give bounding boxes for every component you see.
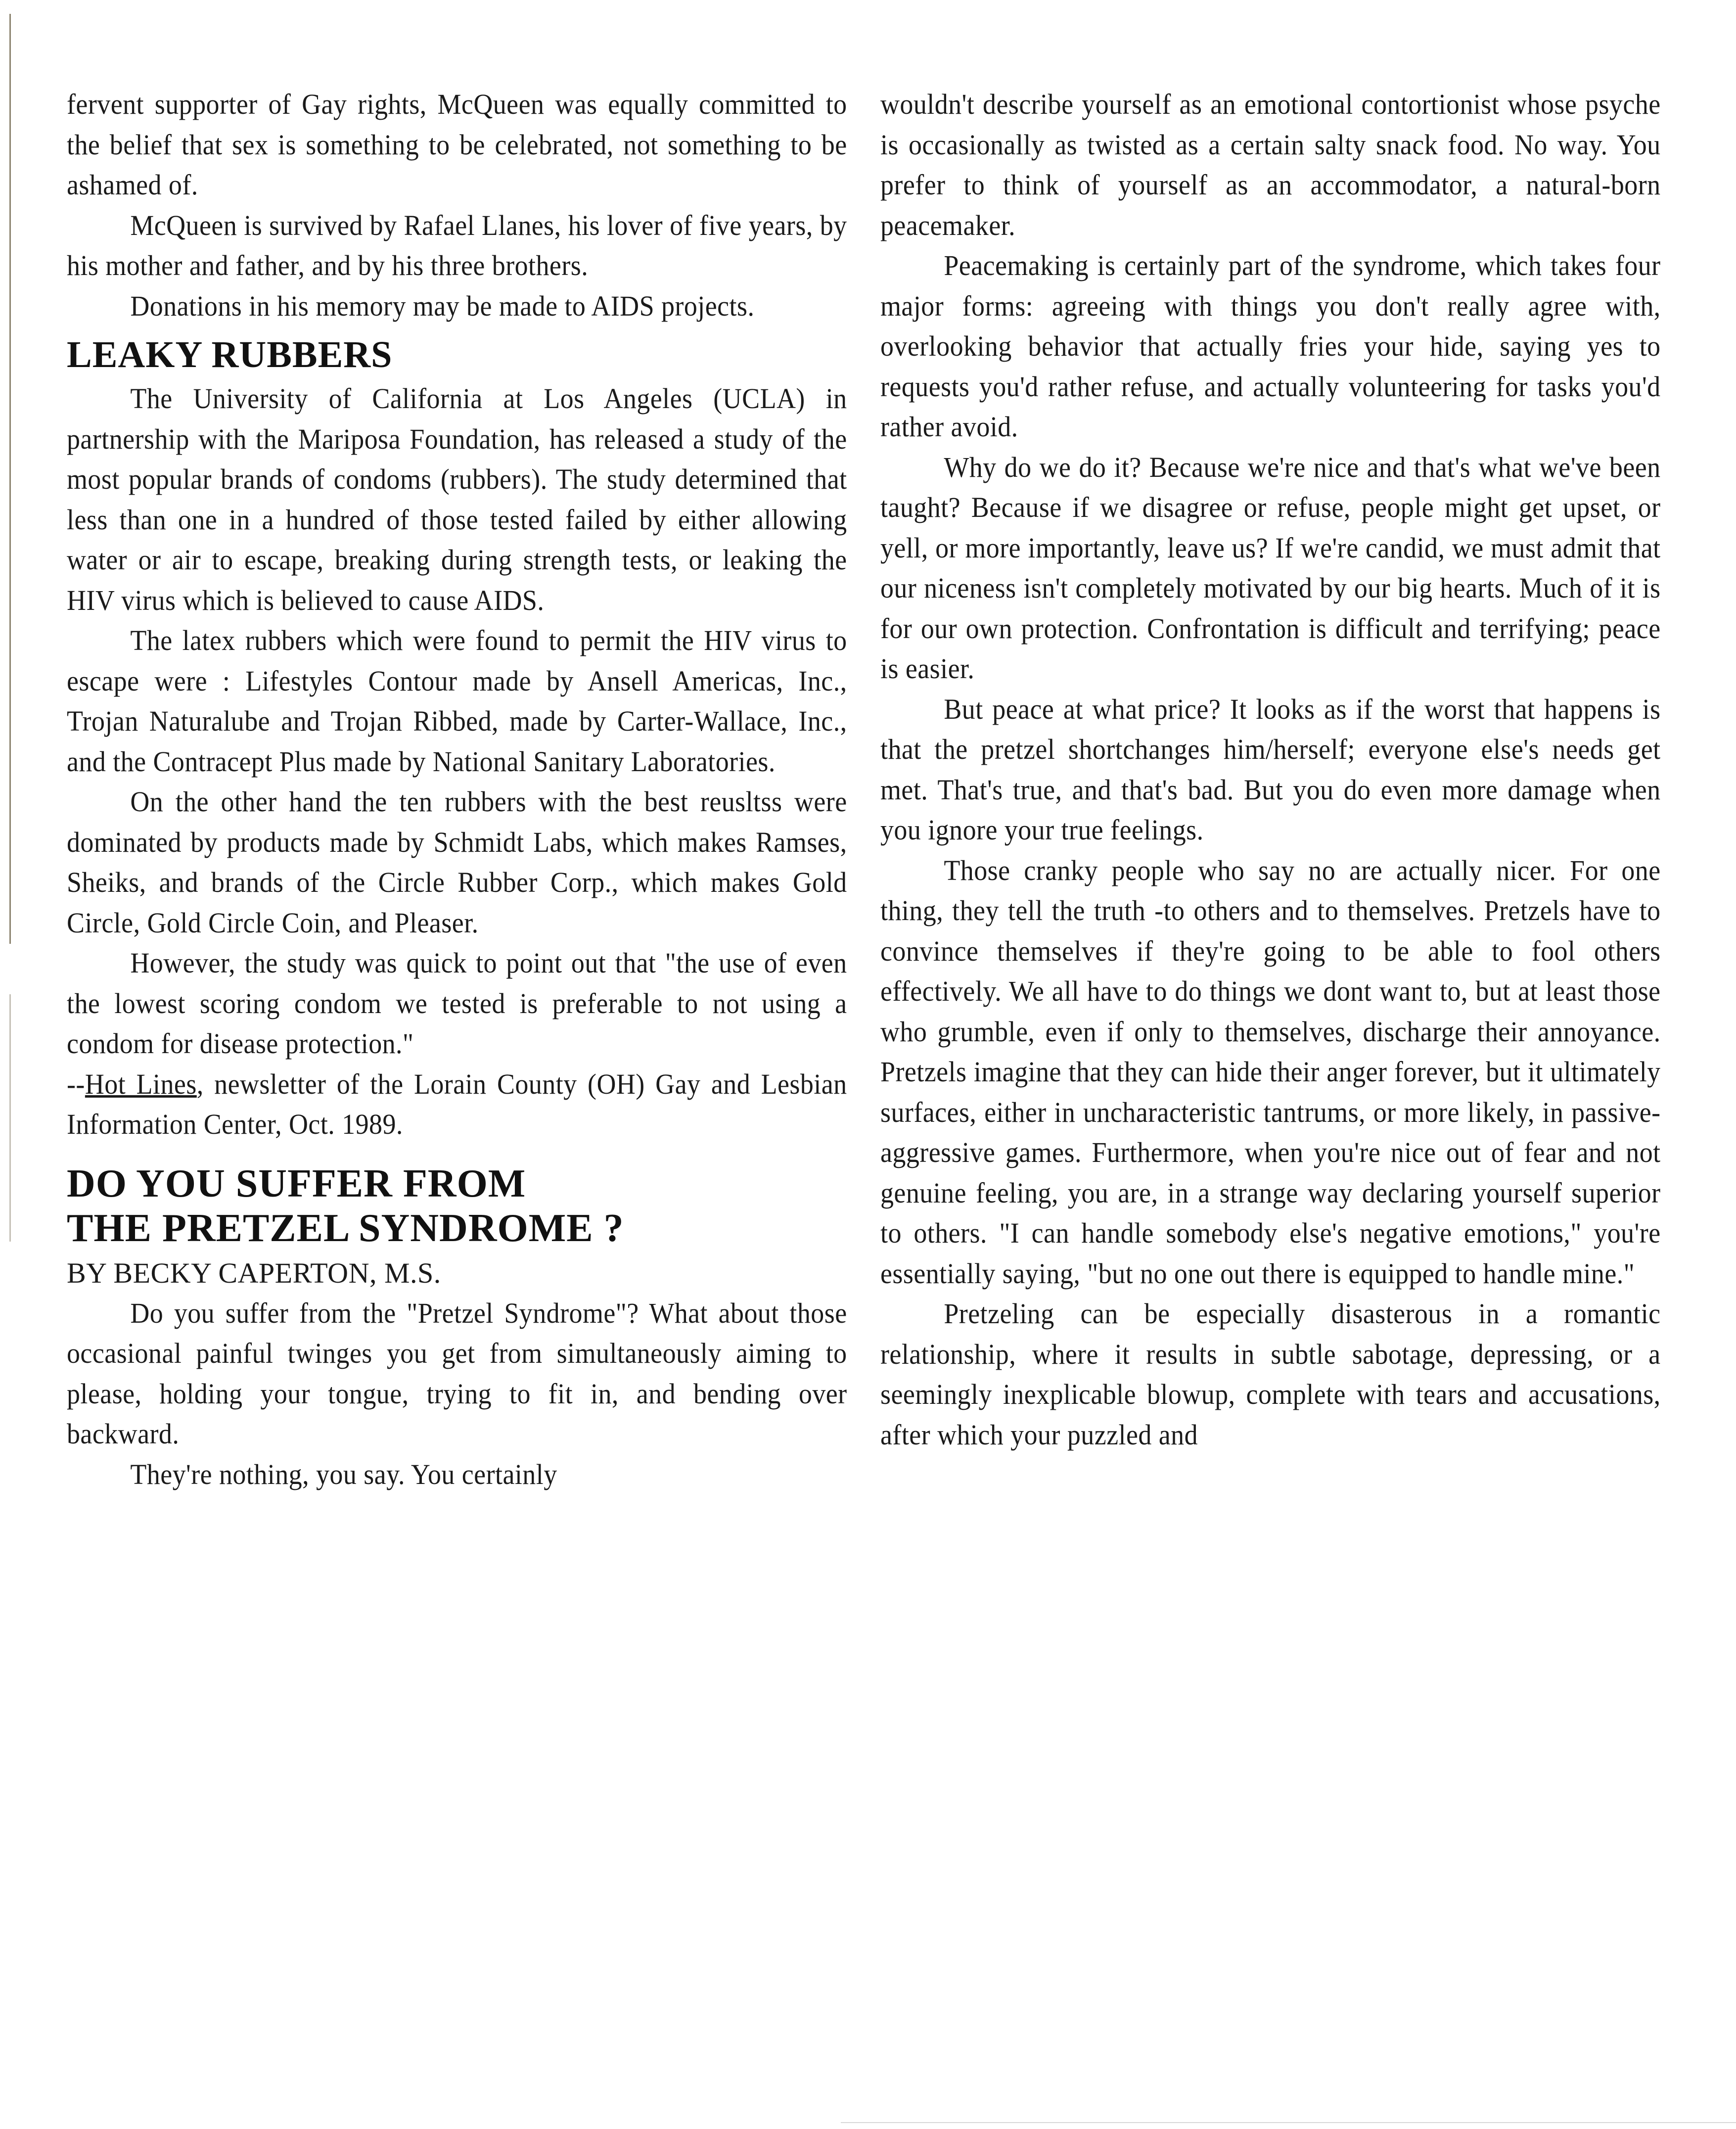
pretzel-paragraph: Pretzeling can be especially disasterous in a romantic relationship, where it results in subtle sabotage, depressing, or a seemingly inexplicable blowup, complete with tears and accusations, after which your puzzled and xyxy=(880,1297,1661,1451)
author-byline: BY BECKY CAPERTON, M.S. xyxy=(67,1256,441,1289)
pretzel-paragraph: Peacemaking is certainly part of the syndrome, which takes four major forms: agreeing with things you don't really agree with, overlooking behavior that actually fries your hide, saying yes to requests you'd rather refuse, and actually volunteering for tasks you'd rather avoid. xyxy=(880,249,1661,443)
leaky-rubbers-headline: LEAKY RUBBERS xyxy=(67,334,393,375)
pretzel-paragraph: Those cranky people who say no are actually nicer. For one thing, they tell the truth -to others and to themselves. Pretzels have to convince themselves if they're going to be able to fool others effectively. We all have to do things we dont want to, but at least those who grumble, even if only to themselves, discharge their annoyance. Pretzels imagine that they can hide their anger forever, but it ultimately surfaces, either in uncharacteristic tantrums, or more likely, in passive-aggressive games. Furthermore, when you're nice out of fear and not genuine feeling, you are, in a strange way declaring yourself superior to others. "I can handle somebody else's negative emotions," you're essentially saying, "but no one out there is equipped to handle mine." xyxy=(880,854,1661,1290)
pretzel-paragraph: Why do we do it? Because we're nice and that's what we've been taught? Because if we disagree or refuse, people might get upset, or yell, or more importantly, leave us? If we're candid, we must admit that our niceness isn't completely motivated by our big hearts. Much of it is for our own protection. Confrontation is difficult and terrifying; peace is easier. xyxy=(880,451,1661,685)
leaky-rubbers-paragraph: The University of California at Los Angeles (UCLA) in partnership with the Mariposa Foundation, has released a study of the most popular brands of condoms (rubbers). The study determined that less than one in a hundred of those tested failed by either allowing water or air to escape, breaking during strength tests, or leaking the HIV virus which is believed to cause AIDS. xyxy=(67,382,847,616)
obituary-survivors-paragraph: McQueen is survived by Rafael Llanes, his lover of five years, by his mother and father, and by his three brothers. xyxy=(67,209,847,281)
page-bottom-rule xyxy=(841,2122,1736,2123)
left-column xyxy=(67,84,847,1494)
leaky-rubbers-paragraph: The latex rubbers which were found to permit the HIV virus to escape were : Lifestyles Contour made by Ansell Americas, Inc., Trojan Naturalube and Trojan Ribbed, made by Carter-Wallace, Inc., and the Contracept Plus made by National Sanitary Laboratories. xyxy=(67,624,847,778)
source-title-underlined: Hot Lines xyxy=(85,1067,197,1100)
obituary-continued-paragraph: fervent supporter of Gay rights, McQueen was equally committed to the belief that sex is something to be celebrated, not something to be ashamed of. xyxy=(67,88,847,201)
pretzel-syndrome-headline xyxy=(67,1161,847,1250)
headline-line-2: THE PRETZEL SYNDROME ? xyxy=(67,1206,624,1250)
right-column xyxy=(880,84,1661,1455)
pretzel-paragraph-continued: wouldn't describe yourself as an emotional contortionist whose psyche is occasionally as twisted as a certain salty snack food. No way. You prefer to think of yourself as an accommodator, a natural-born peacemaker. xyxy=(880,88,1661,241)
obituary-donations-paragraph: Donations in his memory may be made to AIDS projects. xyxy=(130,289,755,322)
headline-line-1: DO YOU SUFFER FROM xyxy=(67,1161,526,1205)
pretzel-paragraph: But peace at what price? It looks as if the worst that happens is that the pretzel shortchanges him/herself; everyone else's needs get met. That's true, and that's bad. But you do even more damage when you ignore your true feelings. xyxy=(880,693,1661,846)
page-edge-rule xyxy=(9,14,11,944)
source-prefix: -- xyxy=(67,1067,85,1100)
leaky-rubbers-paragraph: On the other hand the ten rubbers with the best reusltss were dominated by products made by Schmidt Labs, which makes Ramses, Sheiks, and brands of the Circle Rubber Corp., which makes Gold Circle, Gold Circle Coin, and Pleaser. xyxy=(67,786,847,939)
leaky-rubbers-paragraph: However, the study was quick to point out that "the use of even the lowest scoring condom we tested is preferable to not using a condom for disease protection." xyxy=(67,947,847,1060)
source-details: , newsletter of the Lorain County (OH) Gay and Lesbian Information Center, Oct. 1989. xyxy=(67,1067,847,1140)
pretzel-paragraph: They're nothing, you say. You certainly xyxy=(130,1458,557,1490)
pretzel-paragraph: Do you suffer from the "Pretzel Syndrome"? What about those occasional painful twinges you get from simultaneously aiming to please, holding your tongue, trying to fit in, and bending over backward. xyxy=(67,1296,847,1450)
leaky-rubbers-source-citation xyxy=(67,1064,847,1145)
page-edge-rule-lower xyxy=(9,994,11,1242)
